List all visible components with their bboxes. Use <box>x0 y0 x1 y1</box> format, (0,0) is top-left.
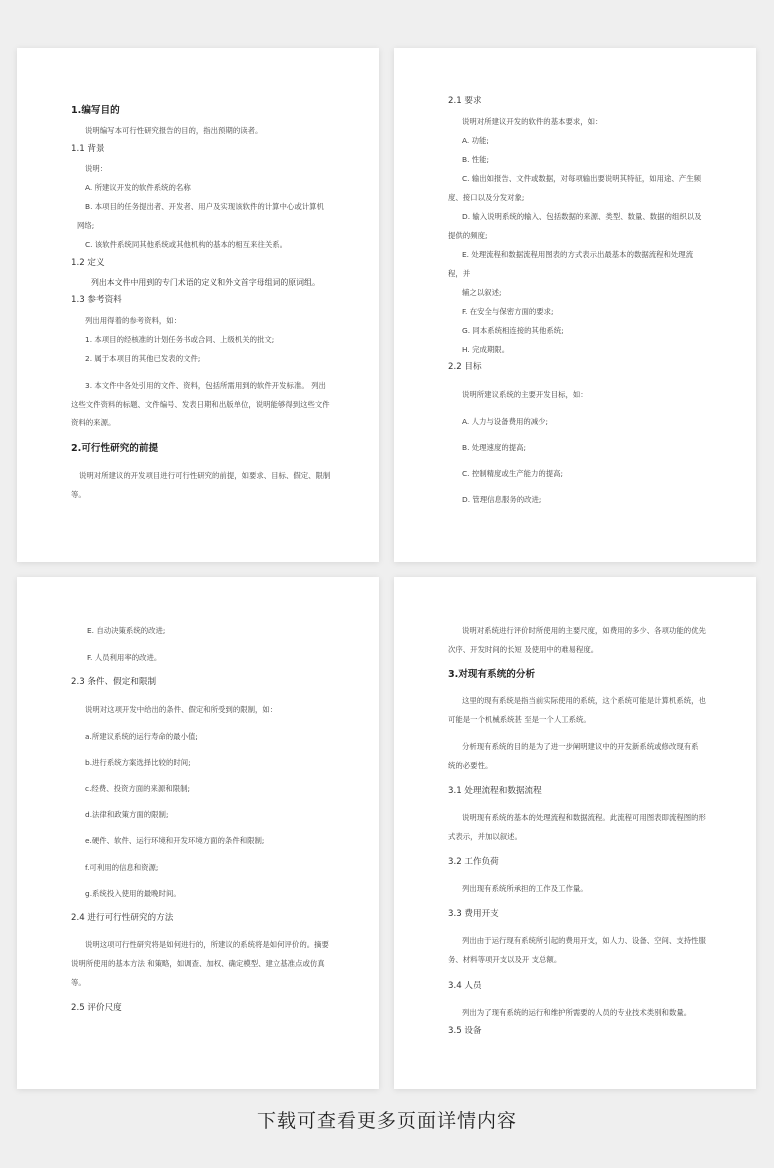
text-line: E. 自动决策系统的改进; <box>87 626 166 635</box>
text-line: 说明对所建议开发的软件的基本要求，如： <box>462 117 603 126</box>
section-heading: 3.1 处理流程和数据流程 <box>448 786 542 796</box>
text-line: 列出本文件中用到的专门术语的定义和外文首字母组词的原词组。 <box>91 278 320 287</box>
text-line: 说明现有系统的基本的处理流程和数据流程。此流程可用图表即流程图的形 <box>462 813 706 822</box>
section-heading: 1.3 参考资料 <box>71 295 122 305</box>
document-page-3 <box>17 577 379 1089</box>
text-line: 提供的频度; <box>448 231 488 240</box>
text-line: A. 人力与设备费用的减少; <box>462 417 549 426</box>
section-heading: 2.2 目标 <box>448 362 482 372</box>
text-line: 次序、开发时间的长短 及使用中的难易程度。 <box>448 645 599 654</box>
section-heading: 2.1 要求 <box>448 96 482 106</box>
section-heading: 2.5 评价尺度 <box>71 1003 122 1013</box>
text-line: 辅之以叙述; <box>462 288 502 297</box>
text-line: b.进行系统方案选择比较的时间; <box>85 758 191 767</box>
text-line: a.所建议系统的运行寿命的最小值; <box>85 732 198 741</box>
text-line: f.可利用的信息和资源; <box>85 863 159 872</box>
text-line: C. 控制精度或生产能力的提高; <box>462 469 564 478</box>
text-line: B. 处理速度的提高; <box>462 443 526 452</box>
text-line: C. 该软件系统同其他系统或其他机构的基本的相互来往关系。 <box>85 240 288 249</box>
text-line: 分析现有系统的目的是为了进一步阐明建议中的开发新系统或修改现有系 <box>462 742 699 751</box>
document-page-4 <box>394 577 756 1089</box>
text-line: F. 人员利用率的改进。 <box>87 653 162 662</box>
text-line: 列出为了现有系统的运行和维护所需要的人员的专业技术类别和数量。 <box>462 1008 692 1017</box>
section-heading: 2.可行性研究的前提 <box>71 443 159 454</box>
section-heading: 1.2 定义 <box>71 258 105 268</box>
text-line: 说明这项可行性研究将是如何进行的，所建议的系统将是如何评价的。摘要 <box>85 940 329 949</box>
document-page-2 <box>394 48 756 562</box>
text-line: 等。 <box>71 490 86 499</box>
text-line: 说明对所建议的开发项目进行可行性研究的前提，如要求、目标、假定、限制 <box>79 471 331 480</box>
section-heading: 3.2 工作负荷 <box>448 857 499 867</box>
section-heading: 3.4 人员 <box>448 981 482 991</box>
text-line: 这些文件资料的标题、文件编号、发表日期和出版单位，说明能够得到这些文件 <box>71 400 330 409</box>
text-line: 列出现有系统所承担的工作及工作量。 <box>462 884 588 893</box>
text-line: e.硬件、软件、运行环境和开发环境方面的条件和限制; <box>85 836 265 845</box>
text-line: 说明所建议系统的主要开发目标，如： <box>462 390 588 399</box>
text-line: 程，并 <box>448 269 471 278</box>
text-line: E. 处理流程和数据流程用图表的方式表示出最基本的数据流程和处理流 <box>462 250 694 259</box>
text-line: d.法律和政策方面的限制; <box>85 810 169 819</box>
text-line: 式表示，并加以叙述。 <box>448 832 522 841</box>
section-heading: 3.3 费用开支 <box>448 909 499 919</box>
text-line: 说明所使用的基本方法 和策略，如调查、加权、确定模型、建立基准点或仿真 <box>71 959 325 968</box>
text-line: 说明对这项开发中给出的条件、假定和所受到的限制，如： <box>85 705 278 714</box>
text-line: 1. 本项目的经核准的计划任务书或合同、上级机关的批文; <box>85 335 275 344</box>
text-line: 2. 属于本项目的其他已发表的文件; <box>85 354 201 363</box>
text-line: F. 在安全与保密方面的要求; <box>462 307 554 316</box>
text-line: 等。 <box>71 978 86 987</box>
section-heading: 2.4 进行可行性研究的方法 <box>71 913 174 923</box>
text-line: B. 性能; <box>462 155 490 164</box>
text-line: 务、材料等项开支以及开 支总额。 <box>448 955 562 964</box>
text-line: 列出由于运行现有系统所引起的费用开支，如人力、设备、空间、支持性服 <box>462 936 706 945</box>
text-line: H. 完成期限。 <box>462 345 510 354</box>
text-line: D. 管理信息服务的改进; <box>462 495 542 504</box>
text-line: G. 同本系统相连接的其他系统; <box>462 326 564 335</box>
text-line: B. 本项目的任务提出者、开发者、用户及实现该软件的计算中心或计算机 <box>85 202 324 211</box>
text-line: D. 输入说明系统的输入、包括数据的来源、类型、数量、数据的组织以及 <box>462 212 702 221</box>
text-line: g.系统投入使用的最晚时间。 <box>85 889 181 898</box>
section-heading: 2.3 条件、假定和限制 <box>71 677 157 687</box>
text-line: 网络; <box>77 221 95 230</box>
text-line: 说明编写本可行性研究报告的目的，指出预期的读者。 <box>85 126 263 135</box>
text-line: 可能是一个机械系统甚 至是一个人工系统。 <box>448 715 591 724</box>
text-line: 说明对系统进行评价时所使用的主要尺度，如费用的多少、各项功能的优先 <box>462 626 706 635</box>
section-heading: 1.编写目的 <box>71 105 120 116</box>
text-line: A. 所建议开发的软件系统的名称 <box>85 183 191 192</box>
document-page-1 <box>17 48 379 562</box>
text-line: 这里的现有系统是指当前实际使用的系统，这个系统可能是计算机系统，也 <box>462 696 706 705</box>
text-line: A. 功能; <box>462 136 489 145</box>
section-heading: 3.5 设备 <box>448 1026 482 1036</box>
download-caption: 下载可查看更多页面详情内容 <box>256 1110 517 1132</box>
text-line: C. 输出如报告、文件或数据，对每项输出要说明其特征，如用途、产生频 <box>462 174 701 183</box>
text-line: 列出用得着的参考资料，如： <box>85 316 182 325</box>
text-line: 资料的来源。 <box>71 418 116 427</box>
text-line: 度、接口以及分发对象; <box>448 193 525 202</box>
section-heading: 1.1 背景 <box>71 144 105 154</box>
text-line: 3. 本文件中各处引用的文件、资料，包括所需用到的软件开发标准。 列出 <box>85 381 326 390</box>
text-line: 统的必要性。 <box>448 761 493 770</box>
section-heading: 3.对现有系统的分析 <box>448 669 536 680</box>
text-line: 说明： <box>85 164 108 173</box>
text-line: c.经费、投资方面的来源和限制; <box>85 784 190 793</box>
